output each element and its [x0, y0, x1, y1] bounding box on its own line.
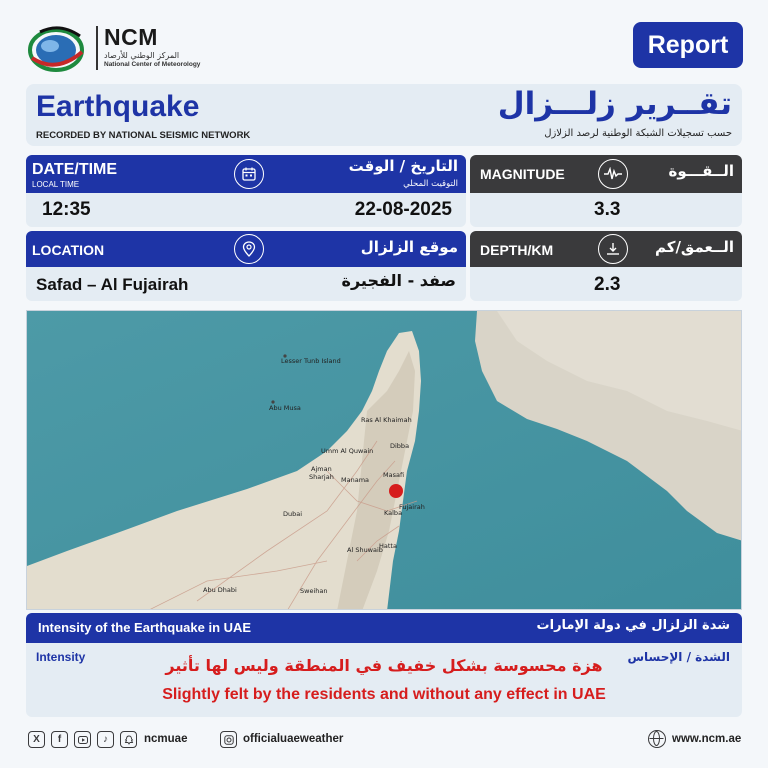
youtube-icon[interactable]: [74, 731, 91, 748]
location-value-ar: صفد - الفجيرة: [341, 271, 456, 290]
magnitude-label-ar: الــقـــوة: [668, 162, 734, 180]
map-label-masafi: Masafi: [383, 471, 405, 479]
facebook-icon[interactable]: f: [51, 731, 68, 748]
depth-value-box: [470, 267, 742, 301]
map-label-abu-musa: Abu Musa: [269, 404, 301, 412]
map-label-kalba: Kalba: [384, 509, 403, 517]
website-link[interactable]: www.ncm.ae: [672, 733, 742, 745]
intensity-description: Slightly felt by the residents and without any effect in UAE: [162, 686, 606, 703]
datetime-label-ar: التاريخ / الوقت: [348, 157, 458, 175]
snapchat-icon[interactable]: [120, 731, 137, 748]
map-label-umm-al-quwain: Umm Al Quwain: [321, 447, 374, 455]
magnitude-value: 3.3: [594, 199, 621, 220]
map-label-sharjah: Sharjah: [309, 473, 334, 481]
intensity-header-label: Intensity of the Earthquake in UAE: [38, 620, 252, 635]
date-value: 22-08-2025: [354, 199, 452, 220]
epicenter-marker: [389, 484, 403, 498]
page-title-ar: تقــرير زلـــزال: [497, 86, 732, 122]
social-handle[interactable]: ncmuae: [144, 733, 188, 745]
datetime-header: [26, 155, 466, 193]
x-icon[interactable]: X: [28, 731, 45, 748]
map-pin-icon: [234, 234, 264, 264]
depth-label: DEPTH/KM: [480, 242, 554, 258]
logo-divider: [96, 26, 98, 70]
location-value: Safad – Al Fujairah: [36, 275, 189, 294]
tiktok-icon[interactable]: ♪: [97, 731, 114, 748]
earthquake-map: [26, 310, 742, 610]
map-label-ajman: Ajman: [311, 465, 332, 473]
time-value: 12:35: [42, 199, 91, 220]
map-label-dibba: Dibba: [390, 442, 410, 450]
intensity-label: Intensity: [36, 650, 86, 664]
map-label-al-shuwaib: Al Shuwaib: [347, 546, 383, 554]
datetime-sublabel: LOCAL TIME: [32, 180, 80, 189]
map-graphic: [27, 311, 742, 610]
instagram-handle[interactable]: officialuaeweather: [243, 733, 344, 745]
magnitude-value-box: [470, 193, 742, 227]
map-label-lesser-tunb: Lesser Tunb Island: [281, 357, 341, 365]
brand-name-ar: المركز الوطني للأرصاد: [104, 51, 180, 60]
map-label-hatta: Hatta: [379, 542, 397, 550]
location-header: [26, 231, 466, 267]
magnitude-header: [470, 155, 742, 193]
brand-name: NCM: [104, 24, 158, 50]
depth-anchor-icon: [598, 234, 628, 264]
globe-icon: [648, 730, 666, 748]
page-subtitle: RECORDED BY NATIONAL SEISMIC NETWORK: [36, 130, 251, 141]
instagram-icon[interactable]: [220, 731, 237, 748]
ncm-logo-icon: [26, 22, 88, 74]
intensity-header-label-ar: شدة الزلزال في دولة الإمارات: [536, 618, 730, 633]
datetime-sublabel-ar: التوقيت المحلي: [403, 179, 458, 189]
brand-name-en: National Center of Meteorology: [104, 61, 201, 68]
intensity-description-ar: هزة محسوسة بشكل خفيف في المنطقة وليس لها تأثير: [165, 656, 603, 675]
location-label: LOCATION: [32, 242, 105, 258]
datetime-label: DATE/TIME: [32, 161, 118, 178]
map-label-sweihan: Sweihan: [300, 587, 328, 595]
map-label-manama: Manama: [341, 476, 370, 484]
map-label-ras-al-khaimah: Ras Al Khaimah: [361, 416, 412, 424]
page-title: Earthquake: [36, 90, 200, 123]
map-label-abu-dhabi: Abu Dhabi: [203, 586, 237, 594]
location-label-ar: موقع الزلزال: [360, 238, 458, 256]
intensity-label-ar: الشدة / الإحساس: [627, 650, 730, 664]
page-subtitle-ar: حسب تسجيلات الشبكة الوطنية لرصد الزلازل: [544, 128, 732, 139]
magnitude-label: MAGNITUDE: [480, 166, 565, 182]
map-label-fujairah: Fujairah: [399, 503, 425, 511]
calendar-icon: [234, 159, 264, 189]
location-value-box: [26, 267, 466, 301]
depth-value: 2.3: [594, 274, 621, 295]
report-button[interactable]: Report: [633, 22, 743, 68]
datetime-value-box: [26, 193, 466, 227]
depth-label-ar: الــعمق/كم: [654, 238, 734, 256]
map-label-dubai: Dubai: [283, 510, 303, 518]
seismograph-icon: [598, 159, 628, 189]
depth-header: [470, 231, 742, 267]
